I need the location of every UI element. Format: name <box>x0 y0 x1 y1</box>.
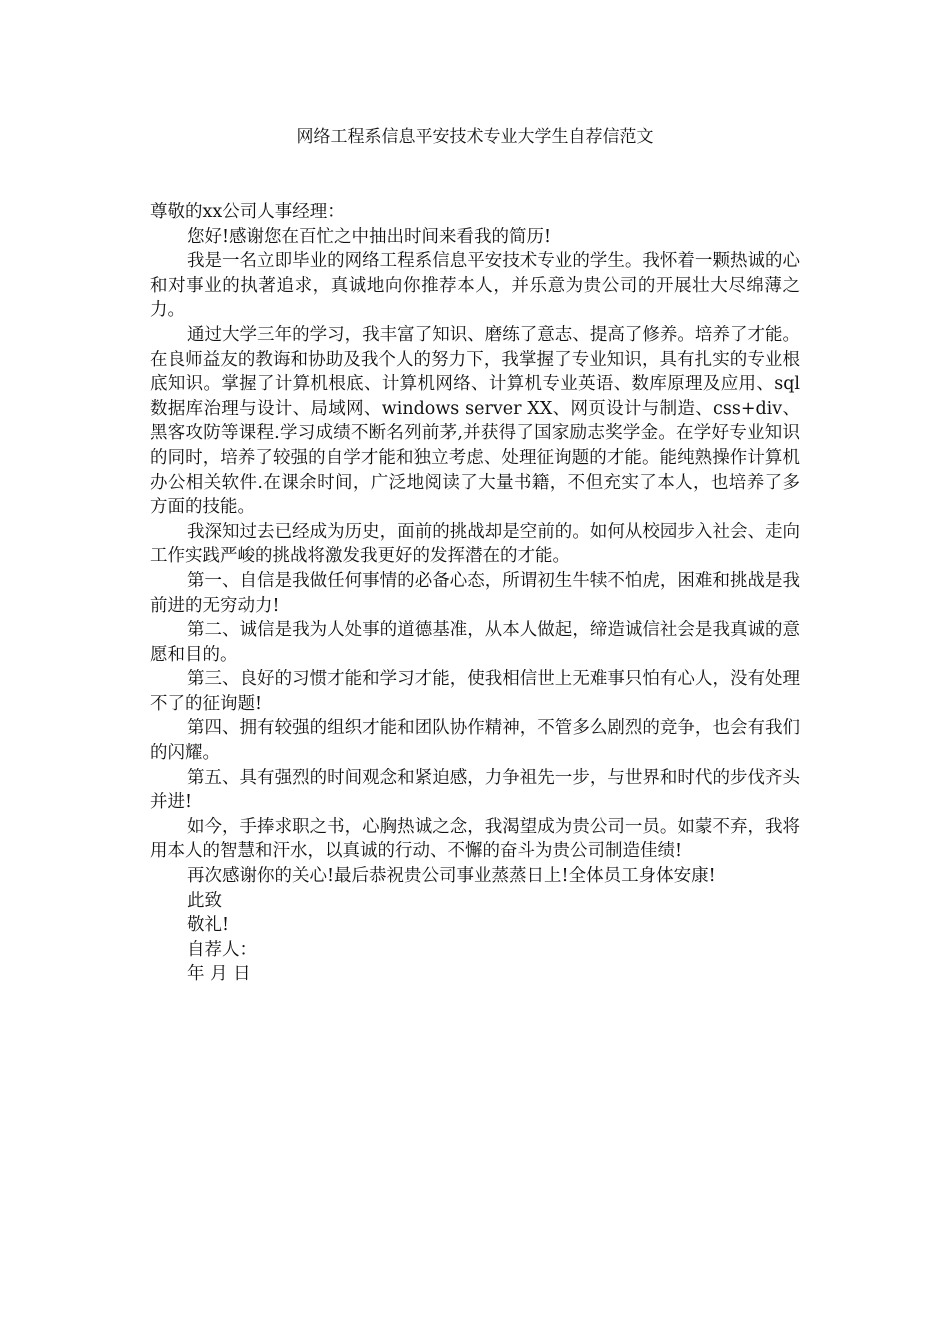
closing-line-1: 此致 <box>187 890 222 911</box>
date-label: 年 月 日 <box>187 964 251 985</box>
closing-line-2: 敬礼! <box>187 915 230 936</box>
document-title: 网络工程系信息平安技术专业大学生自荐信范文 <box>296 127 654 147</box>
paragraph-point-1: 第一、自信是我做任何事情的必备心态，所谓初生牛犊不怕虎，困难和挑战是我前进的无穷动力! <box>150 570 800 616</box>
paragraph-challenge: 我深知过去已经成为历史，面前的挑战却是空前的。如何从校园步入社会、走向工作实践严峻的挑战将激发我更好的发挥潜在的才能。 <box>150 521 800 567</box>
paragraph-aspiration: 如今，手捧求职之书，心胸热诚之念，我渴望成为贵公司一员。如蒙不弃，我将用本人的智慧和汗水，以真诚的行动、不懈的奋斗为贵公司制造佳绩! <box>150 816 800 862</box>
paragraph-point-2: 第二、诚信是我为人处事的道德基准，从本人做起，缔造诚信社会是我真诚的意愿和目的。 <box>150 620 800 665</box>
signature-label: 自荐人： <box>187 939 257 960</box>
paragraph-greeting: 您好!感谢您在百忙之中抽出时间来看我的简历! <box>187 226 552 247</box>
paragraph-intro: 我是一名立即毕业的网络工程系信息平安技术专业的学生。我怀着一颗热诚的心和对事业的执著追求，真诚地向你推荐本人，并乐意为贵公司的开展壮大尽绵薄之力。 <box>150 251 800 321</box>
paragraph-point-3: 第三、良好的习惯才能和学习才能，使我相信世上无难事只怕有心人，没有处理不了的征询题! <box>150 669 800 714</box>
salutation: 尊敬的xx公司人事经理： <box>150 202 345 222</box>
paragraph-education: 通过大学三年的学习，我丰富了知识、磨练了意志、提高了修养。培养了才能。在良师益友的教诲和协助及我个人的努力下，我掌握了专业知识，具有扎实的专业根底知识。掌握了计算机根底、计算机网络、计算机专业英语、数库原理及应用、sql数据库治理与设计、局域网、windows server XX、网页设计与制造、css+div、黑客攻防等课程.学习成绩不断名列前茅,并获得了国家励志奖学金。在学好专业知识的同时，培养了较强的自学才能和独立考虑、处理征询题的才能。能纯熟操作计算机办公相关软件.在课余时间，广泛地阅读了大量书籍，不但充实了本人，也培养了多方面的技能。 <box>150 324 800 518</box>
paragraph-thanks: 再次感谢你的关心!最后恭祝贵公司事业蒸蒸日上!全体员工身体安康! <box>187 866 716 887</box>
letter-body <box>150 200 800 987</box>
paragraph-point-4: 第四、拥有较强的组织才能和团队协作精神，不管多么剧烈的竞争，也会有我们的闪耀。 <box>150 718 800 764</box>
paragraph-point-5: 第五、具有强烈的时间观念和紧迫感，力争祖先一步，与世界和时代的步伐齐头并进! <box>150 767 800 813</box>
